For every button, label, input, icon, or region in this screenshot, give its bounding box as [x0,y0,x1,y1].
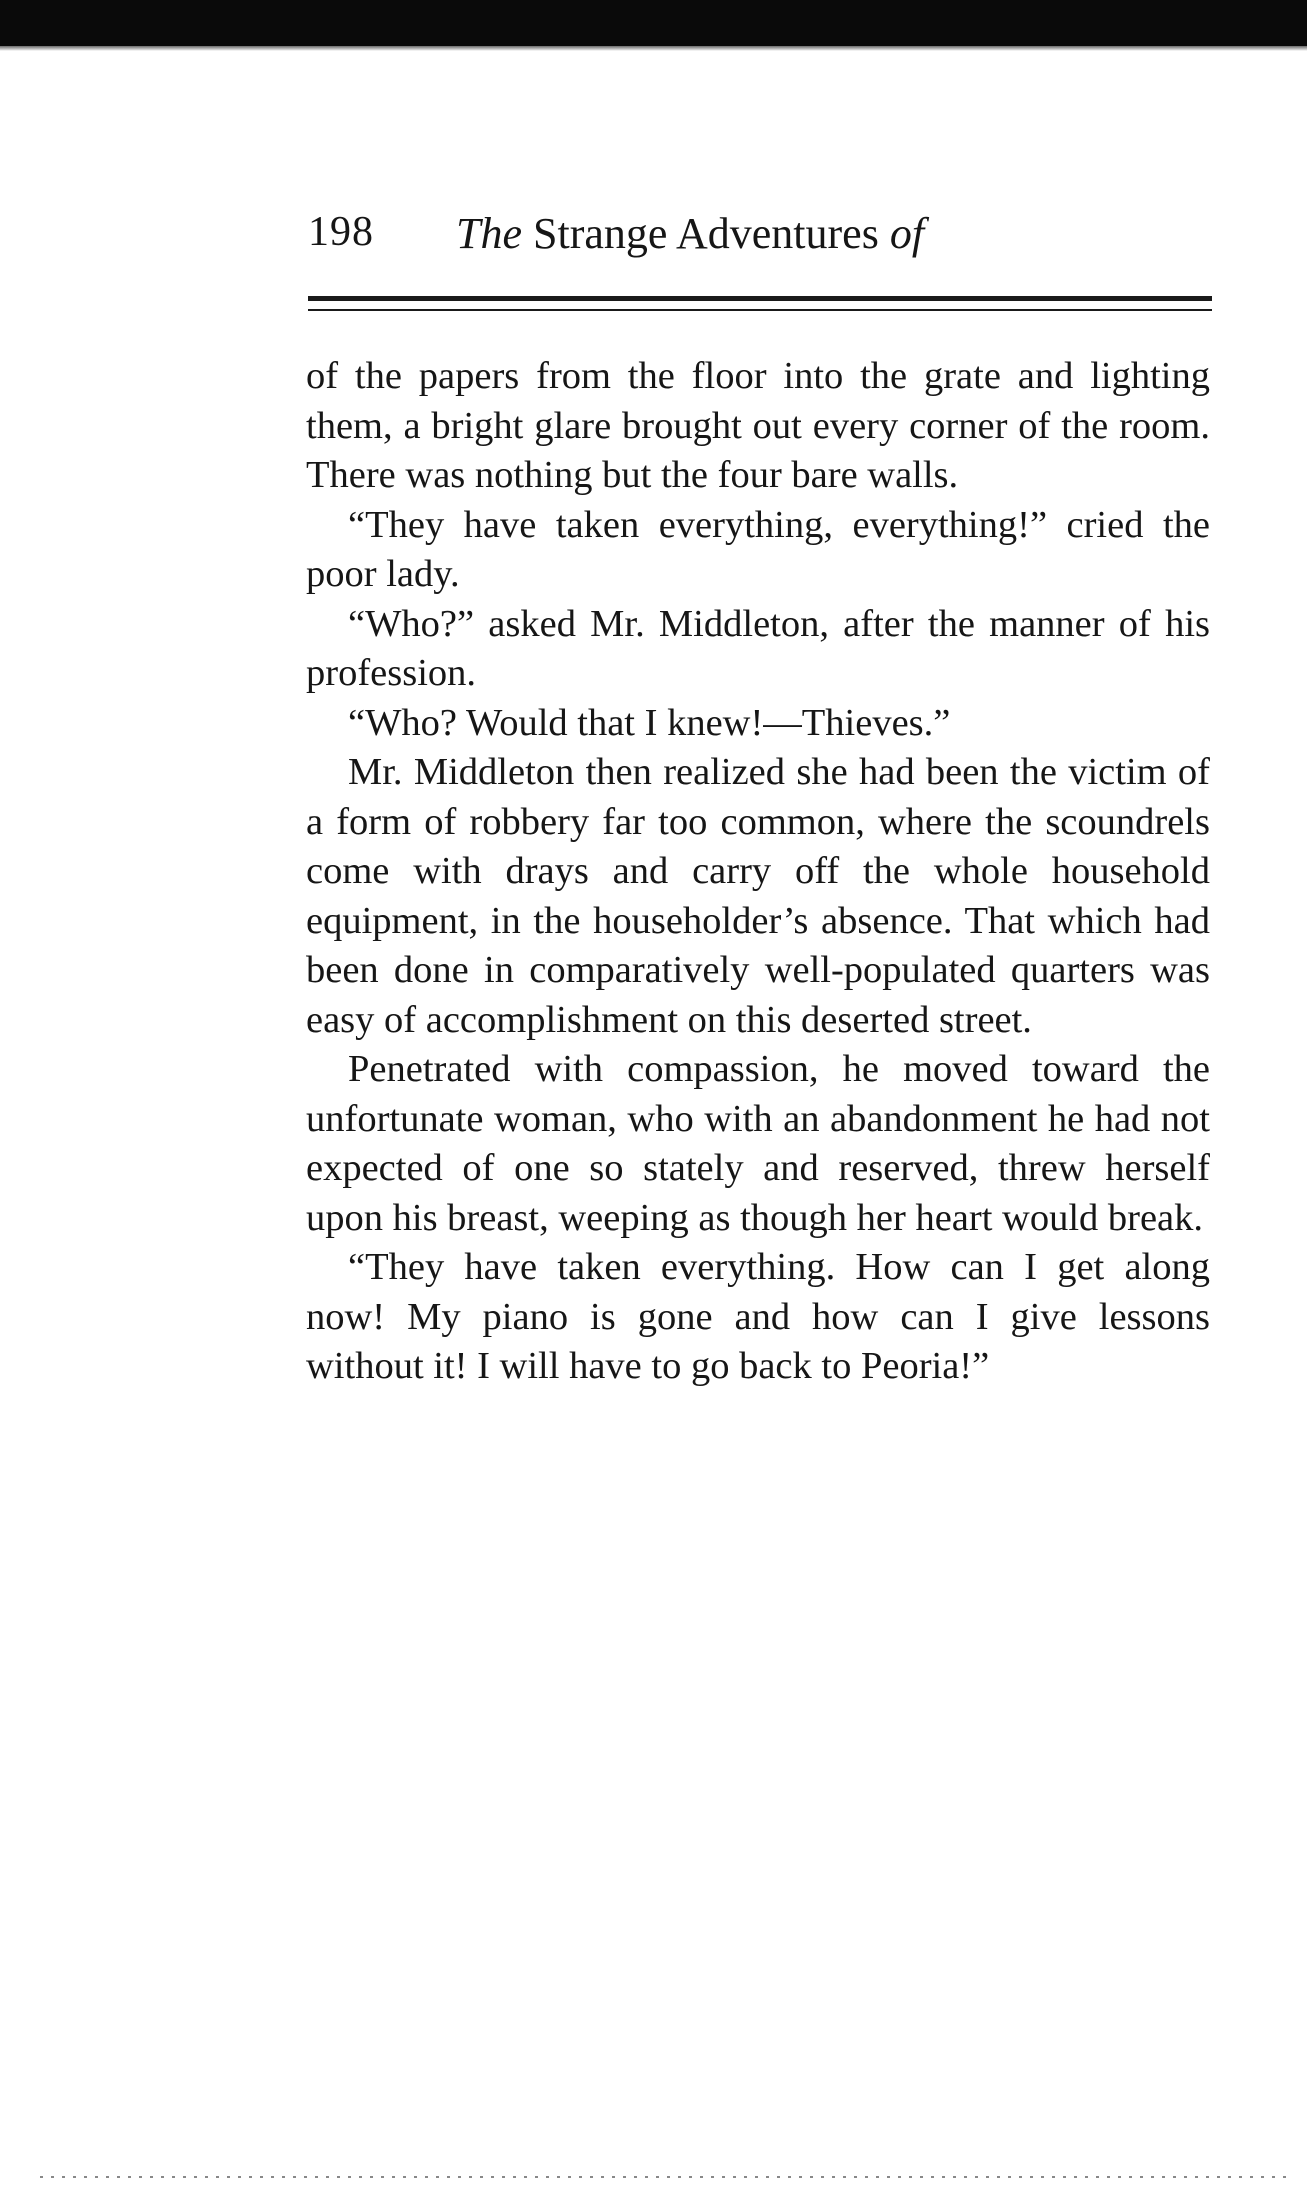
header-rule-thick [308,296,1212,301]
running-title [456,208,924,259]
running-head [308,200,1212,270]
paragraph: Penetrated with compassion, he moved toward the unfortunate woman, who with an abandonment he had not expected of one so stately and reserved, threw herself upon his breast, weeping as though her heart would break. [306,1048,1210,1239]
paragraph: “They have taken everything. How can I get along now! My piano is gone and how can I give lessons without it! I will have to go back to Peoria!” [306,1246,1210,1387]
body-text [306,352,1210,1392]
scan-top-border [0,0,1307,46]
paragraph: “Who?” asked Mr. Middleton, after the manner of his profession. [306,602,1210,694]
paragraph-continuation: of the papers from the floor into the grate and lighting them, a bright glare brought out every corner of the room. There was nothing but the four bare walls. [306,355,1210,496]
header-rule-thin [308,309,1212,311]
running-title-main: Strange Adventures [533,209,879,258]
paragraph: Mr. Middleton then realized she had been the victim of a form of robbery far too common, where the scoundrels come with drays and carry off the whole household equipment, in the householder’s absence. That which had been done in comparatively well-populated quarters was easy of accomplishment on this deserted street. [306,751,1210,1041]
running-title-of: of [889,209,925,258]
scan-top-border-edge [0,46,1307,51]
paragraph: “They have taken everything, everything!” cried the poor lady. [306,503,1210,595]
paragraph: “Who? Would that I knew!—Thieves.” [348,701,951,744]
page-number: 198 [308,209,374,255]
scan-bottom-specks [40,2176,1290,2178]
running-title-the: The [456,209,522,258]
